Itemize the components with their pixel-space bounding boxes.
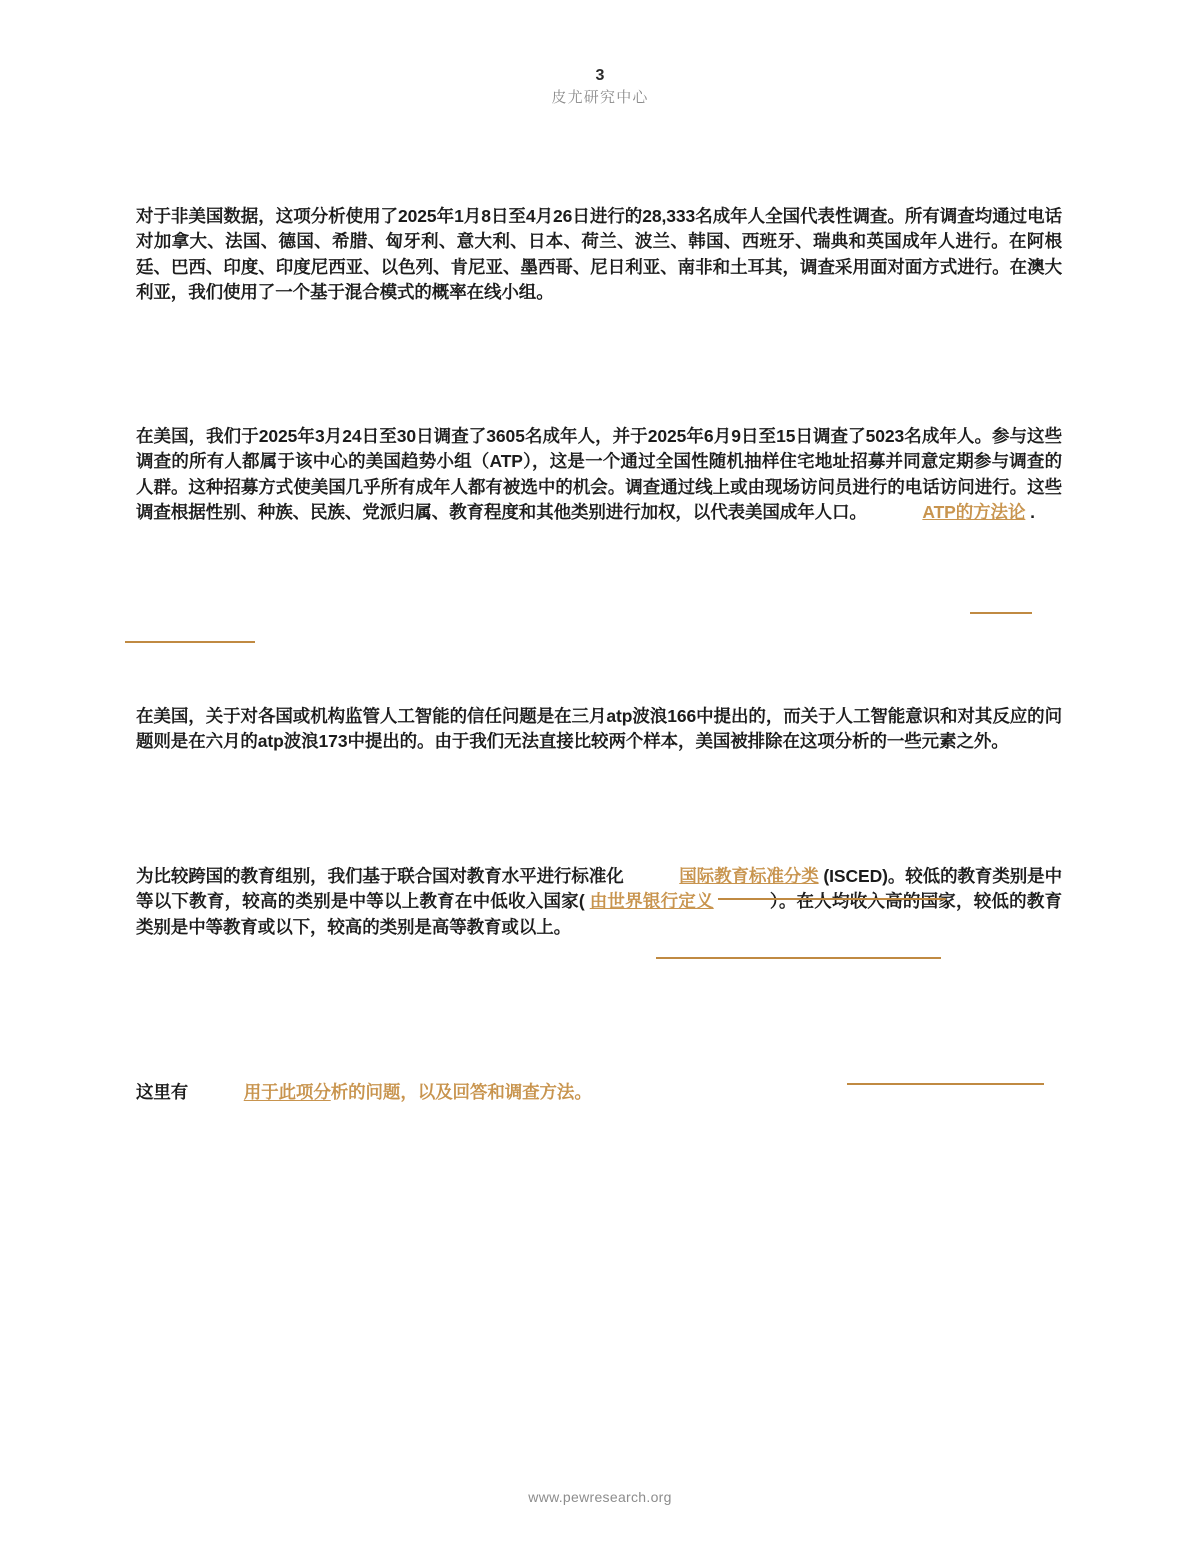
paragraph-non-us-data: 对于非美国数据，这项分析使用了2025年1月8日至4月26日进行的28,333名成年人全国代表性调查。所有调查均通过电话对加拿大、法国、德国、希腊、匈牙利、意大利、日本、荷兰、波兰、韩国、西班牙、瑞典和英国成年人进行。在阿根廷、巴西、印度、印度尼西亚、以色列、肯尼亚、墨西哥、尼日利亚、南非和土耳其，调查采用面对面方式进行。在澳大利亚，我们使用了一个基于混合模式的概率在线小组。 — [136, 205, 1062, 302]
orphan-link-underline-d — [656, 957, 941, 959]
page-number: 3 — [595, 67, 605, 84]
paragraph-questions-prefix: 这里有 — [136, 1081, 189, 1102]
orphan-link-underline-c — [718, 898, 946, 900]
paragraph-atp-waves: 在美国，关于对各国或机构监管人工智能的信任问题是在三月atp波浪166中提出的，而关于人工智能意识和对其反应的问题则是在六月的atp波浪173中提出的。由于我们无法直接比较两个样本，美国被排除在这项分析的一些元素之外。 — [136, 705, 1062, 751]
organization-name: 皮尤研究中心 — [551, 89, 649, 106]
paragraph-us-data — [136, 424, 1062, 526]
paragraph-education-text-2: (ISCED)。较低的教育类别是中等以下教育，较高的类别是中等以上教育在中低收入国家( — [136, 865, 1063, 911]
link-questions-used[interactable]: 用于此项分 — [243, 1081, 331, 1102]
link-world-bank-definition[interactable]: 由世界银行定义 — [589, 891, 714, 911]
paragraph-us-data-text: 在美国，我们于2025年3月24日至30日调查了3605名成年人，并于2025年6月9日至15日调查了5023名成年人。参与这些调查的所有人都属于该中心的美国趋势小组（ATP），这是一个通过全国性随机抽样住宅地址招募并同意定期参与调查的人群。这种招募方式使美国几乎所有成年人都有被选中的机会。调查通过线上或由现场访问员进行的电话访问进行。这些调查根据性别、种族、民族、党派归属、教育程度和其他类别进行加权，以代表美国成年人口。 — [136, 425, 1062, 522]
link-isced[interactable]: 国际教育标准分类 — [679, 865, 819, 886]
paragraph-questions-suffix: 析的问题，以及回答和调查方法。 — [330, 1081, 592, 1102]
orphan-link-underline-a — [970, 612, 1032, 614]
orphan-link-underline-e — [847, 1083, 1044, 1085]
orphan-link-underline-b — [125, 641, 255, 643]
footer-website: www.pewresearch.org — [528, 1489, 672, 1505]
paragraph-education-groups — [136, 864, 1062, 941]
paragraph-education-text-1: 为比较跨国的教育组别，我们基于联合国对教育水平进行标准化 — [136, 865, 624, 886]
paragraph-education-text-3: ）。在人均收入高的国家，较低的教育类别是中等教育或以下，较高的类别是高等教育或以上。 — [136, 891, 1062, 937]
paragraph-us-data-period: . — [1030, 502, 1035, 522]
link-atp-methodology[interactable]: ATP的方法论 — [922, 502, 1026, 522]
page-header — [0, 66, 1200, 109]
